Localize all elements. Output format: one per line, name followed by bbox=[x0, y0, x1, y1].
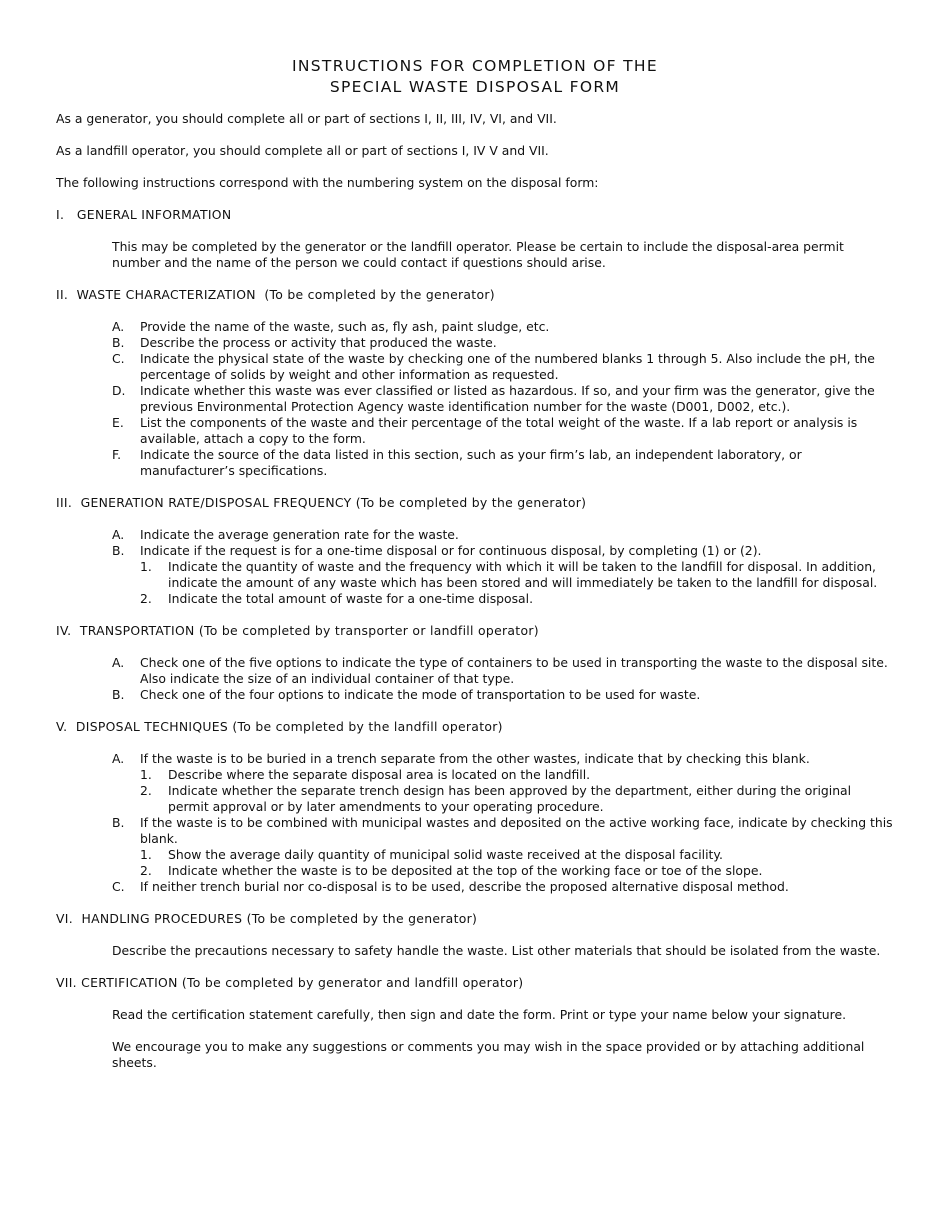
list-item bbox=[112, 527, 894, 543]
list-item bbox=[112, 815, 894, 879]
item-text: Indicate the physical state of the waste by checking one of the numbered blanks 1 through 5. Also include the pH, the percentage of solids by weight and other information as requested. bbox=[140, 351, 875, 382]
sub-item-number: 2. bbox=[140, 591, 152, 606]
section-6-text: Describe the precautions necessary to safety handle the waste. List other materials that should be isolated from the waste. bbox=[112, 943, 881, 958]
item-text: Indicate the source of the data listed in this section, such as your firm’s lab, an independent laboratory, or manufacturer’s specifications. bbox=[140, 447, 802, 478]
sub-item-text: Show the average daily quantity of municipal solid waste received at the disposal facility. bbox=[168, 847, 723, 862]
sub-list-item bbox=[140, 767, 894, 783]
item-letter: A. bbox=[112, 527, 125, 542]
section-7-text-2: We encourage you to make any suggestions or comments you may wish in the space provided or by attaching additional sheets. bbox=[112, 1039, 865, 1070]
item-text: If the waste is to be buried in a trench separate from the other wastes, indicate that by checking this blank. bbox=[140, 751, 810, 766]
sub-list bbox=[140, 559, 894, 607]
section-2-list bbox=[112, 319, 894, 479]
item-text: Check one of the five options to indicate the type of containers to be used in transporting the waste to the disposal site. Also indicate the size of an individual container of that type. bbox=[140, 655, 888, 686]
list-item bbox=[112, 335, 894, 351]
sub-list bbox=[140, 847, 894, 879]
item-letter: A. bbox=[112, 751, 125, 766]
sub-list-item bbox=[140, 847, 894, 863]
section-7-heading: VII. CERTIFICATION (To be completed by generator and landfill operator) bbox=[56, 975, 524, 990]
list-item bbox=[112, 655, 894, 687]
sub-item-text: Indicate whether the waste is to be deposited at the top of the working face or toe of the slope. bbox=[168, 863, 763, 878]
list-item bbox=[112, 383, 894, 415]
sub-item-text: Indicate the total amount of waste for a one-time disposal. bbox=[168, 591, 534, 606]
sub-item-text: Indicate whether the separate trench design has been approved by the department, either during the original permit approval or by later amendments to your operating procedure. bbox=[168, 783, 852, 814]
intro-operator: As a landfill operator, you should complete all or part of sections I, IV V and VII. bbox=[56, 143, 549, 158]
item-text: Check one of the four options to indicate the mode of transportation to be used for waste. bbox=[140, 687, 701, 702]
section-2-heading: II. WASTE CHARACTERIZATION (To be completed by the generator) bbox=[56, 287, 495, 302]
item-letter: C. bbox=[112, 879, 125, 894]
sub-item-number: 2. bbox=[140, 783, 152, 798]
section-4-list bbox=[112, 655, 894, 703]
sub-item-number: 1. bbox=[140, 559, 152, 574]
section-4-heading: IV. TRANSPORTATION (To be completed by transporter or landfill operator) bbox=[56, 623, 539, 638]
item-text: Indicate if the request is for a one-time disposal or for continuous disposal, by completing (1) or (2). bbox=[140, 543, 762, 558]
item-text: Indicate whether this waste was ever classified or listed as hazardous. If so, and your firm was the generator, give the previous Environmental Protection Agency waste identification number for the waste (D001, D002, etc.). bbox=[140, 383, 875, 414]
sub-list-item bbox=[140, 783, 894, 815]
sub-item-number: 1. bbox=[140, 767, 152, 782]
list-item bbox=[112, 351, 894, 383]
sub-list bbox=[140, 767, 894, 815]
item-letter: B. bbox=[112, 687, 125, 702]
item-text: Indicate the average generation rate for the waste. bbox=[140, 527, 459, 542]
item-text: List the components of the waste and their percentage of the total weight of the waste. If a lab report or analysis is available, attach a copy to the form. bbox=[140, 415, 858, 446]
section-5-list bbox=[112, 751, 894, 895]
section-3-heading: III. GENERATION RATE/DISPOSAL FREQUENCY (To be completed by the generator) bbox=[56, 495, 587, 510]
item-letter: C. bbox=[112, 351, 125, 366]
section-3-list bbox=[112, 527, 894, 607]
section-1-text: This may be completed by the generator or the landfill operator. Please be certain to include the disposal-area permit number and the name of the person we could contact if questions should arise. bbox=[112, 239, 844, 270]
item-letter: B. bbox=[112, 815, 125, 830]
sub-list-item bbox=[140, 863, 894, 879]
intro-following: The following instructions correspond with the numbering system on the disposal form: bbox=[56, 175, 599, 190]
sub-item-number: 1. bbox=[140, 847, 152, 862]
sub-item-text: Describe where the separate disposal area is located on the landfill. bbox=[168, 767, 591, 782]
item-letter: A. bbox=[112, 655, 125, 670]
list-item bbox=[112, 751, 894, 815]
sub-item-text: Indicate the quantity of waste and the frequency with which it will be taken to the landfill for disposal. In addition, indicate the amount of any waste which has been stored and will immediately be taken to the landfill for disposal. bbox=[168, 559, 878, 590]
item-text: If the waste is to be combined with municipal wastes and deposited on the active working face, indicate by checking this blank. bbox=[140, 815, 893, 846]
sub-item-number: 2. bbox=[140, 863, 152, 878]
section-7-body bbox=[112, 1007, 894, 1071]
item-letter: D. bbox=[112, 383, 126, 398]
list-item bbox=[112, 319, 894, 335]
item-letter: B. bbox=[112, 543, 125, 558]
item-letter: B. bbox=[112, 335, 125, 350]
section-6-heading: VI. HANDLING PROCEDURES (To be completed by the generator) bbox=[56, 911, 478, 926]
item-letter: E. bbox=[112, 415, 124, 430]
document-title bbox=[56, 56, 894, 98]
item-letter: A. bbox=[112, 319, 125, 334]
list-item bbox=[112, 687, 894, 703]
title-line-2: SPECIAL WASTE DISPOSAL FORM bbox=[329, 78, 621, 96]
list-item bbox=[112, 879, 894, 895]
section-5-heading: V. DISPOSAL TECHNIQUES (To be completed by the landfill operator) bbox=[56, 719, 503, 734]
item-text: If neither trench burial nor co-disposal is to be used, describe the proposed alternative disposal method. bbox=[140, 879, 789, 894]
section-1-body bbox=[112, 239, 894, 271]
item-text: Describe the process or activity that produced the waste. bbox=[140, 335, 497, 350]
section-7-text-1: Read the certification statement carefully, then sign and date the form. Print or type your name below your signature. bbox=[112, 1007, 847, 1022]
list-item bbox=[112, 415, 894, 447]
title-line-1: INSTRUCTIONS FOR COMPLETION OF THE bbox=[292, 57, 658, 75]
item-letter: F. bbox=[112, 447, 122, 462]
intro-generator: As a generator, you should complete all or part of sections I, II, III, IV, VI, and VII. bbox=[56, 111, 557, 126]
list-item bbox=[112, 543, 894, 607]
section-1-heading: I. GENERAL INFORMATION bbox=[56, 207, 232, 222]
section-6-body bbox=[112, 943, 894, 959]
sub-list-item bbox=[140, 591, 894, 607]
list-item bbox=[112, 447, 894, 479]
item-text: Provide the name of the waste, such as, fly ash, paint sludge, etc. bbox=[140, 319, 550, 334]
sub-list-item bbox=[140, 559, 894, 591]
